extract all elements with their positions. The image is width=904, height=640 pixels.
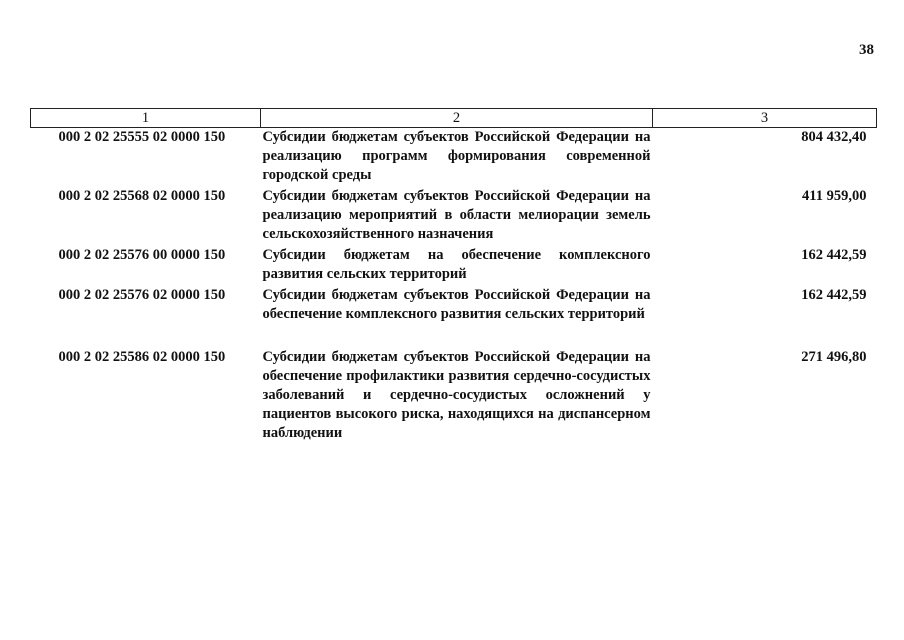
row-amount: 271 496,80 xyxy=(801,349,867,365)
row-description: Субсидии бюджетам субъектов Российской Федерации на обеспечение комплексного развития сельских территорий xyxy=(262,287,651,322)
row-description: Субсидии бюджетам на обеспечение комплексного развития сельских территорий xyxy=(262,247,651,282)
table-row xyxy=(31,246,877,286)
table-row xyxy=(31,286,877,326)
table-row xyxy=(31,187,877,246)
column-header-amount: 3 xyxy=(653,109,877,128)
row-code: 000 2 02 25568 02 0000 150 xyxy=(58,188,226,204)
row-amount: 162 442,59 xyxy=(801,247,867,263)
row-amount: 804 432,40 xyxy=(801,129,867,145)
row-amount: 162 442,59 xyxy=(801,287,867,303)
table-row xyxy=(31,128,877,188)
row-description: Субсидии бюджетам субъектов Российской Федерации на реализацию мероприятий в области мелиорации земель сельскохозяйственного назначения xyxy=(262,188,651,242)
row-description: Субсидии бюджетам субъектов Российской Федерации на обеспечение профилактики развития сердечно-сосудистых заболеваний и сердечно-сосудистых осложнений у пациентов высокого риска, находящихся на диспансерном наблюдении xyxy=(262,349,651,441)
table-header-row xyxy=(31,109,877,128)
row-amount: 411 959,00 xyxy=(802,188,867,204)
column-header-code: 1 xyxy=(31,109,261,128)
budget-table xyxy=(30,108,877,445)
column-header-description: 2 xyxy=(261,109,653,128)
row-description: Субсидии бюджетам субъектов Российской Федерации на реализацию программ формирования современной городской среды xyxy=(262,129,651,183)
table-row xyxy=(31,326,877,445)
row-code: 000 2 02 25586 02 0000 150 xyxy=(58,349,226,365)
page-number: 38 xyxy=(859,42,874,58)
row-code: 000 2 02 25555 02 0000 150 xyxy=(58,129,226,145)
row-code: 000 2 02 25576 00 0000 150 xyxy=(58,247,226,263)
row-code: 000 2 02 25576 02 0000 150 xyxy=(58,287,226,303)
